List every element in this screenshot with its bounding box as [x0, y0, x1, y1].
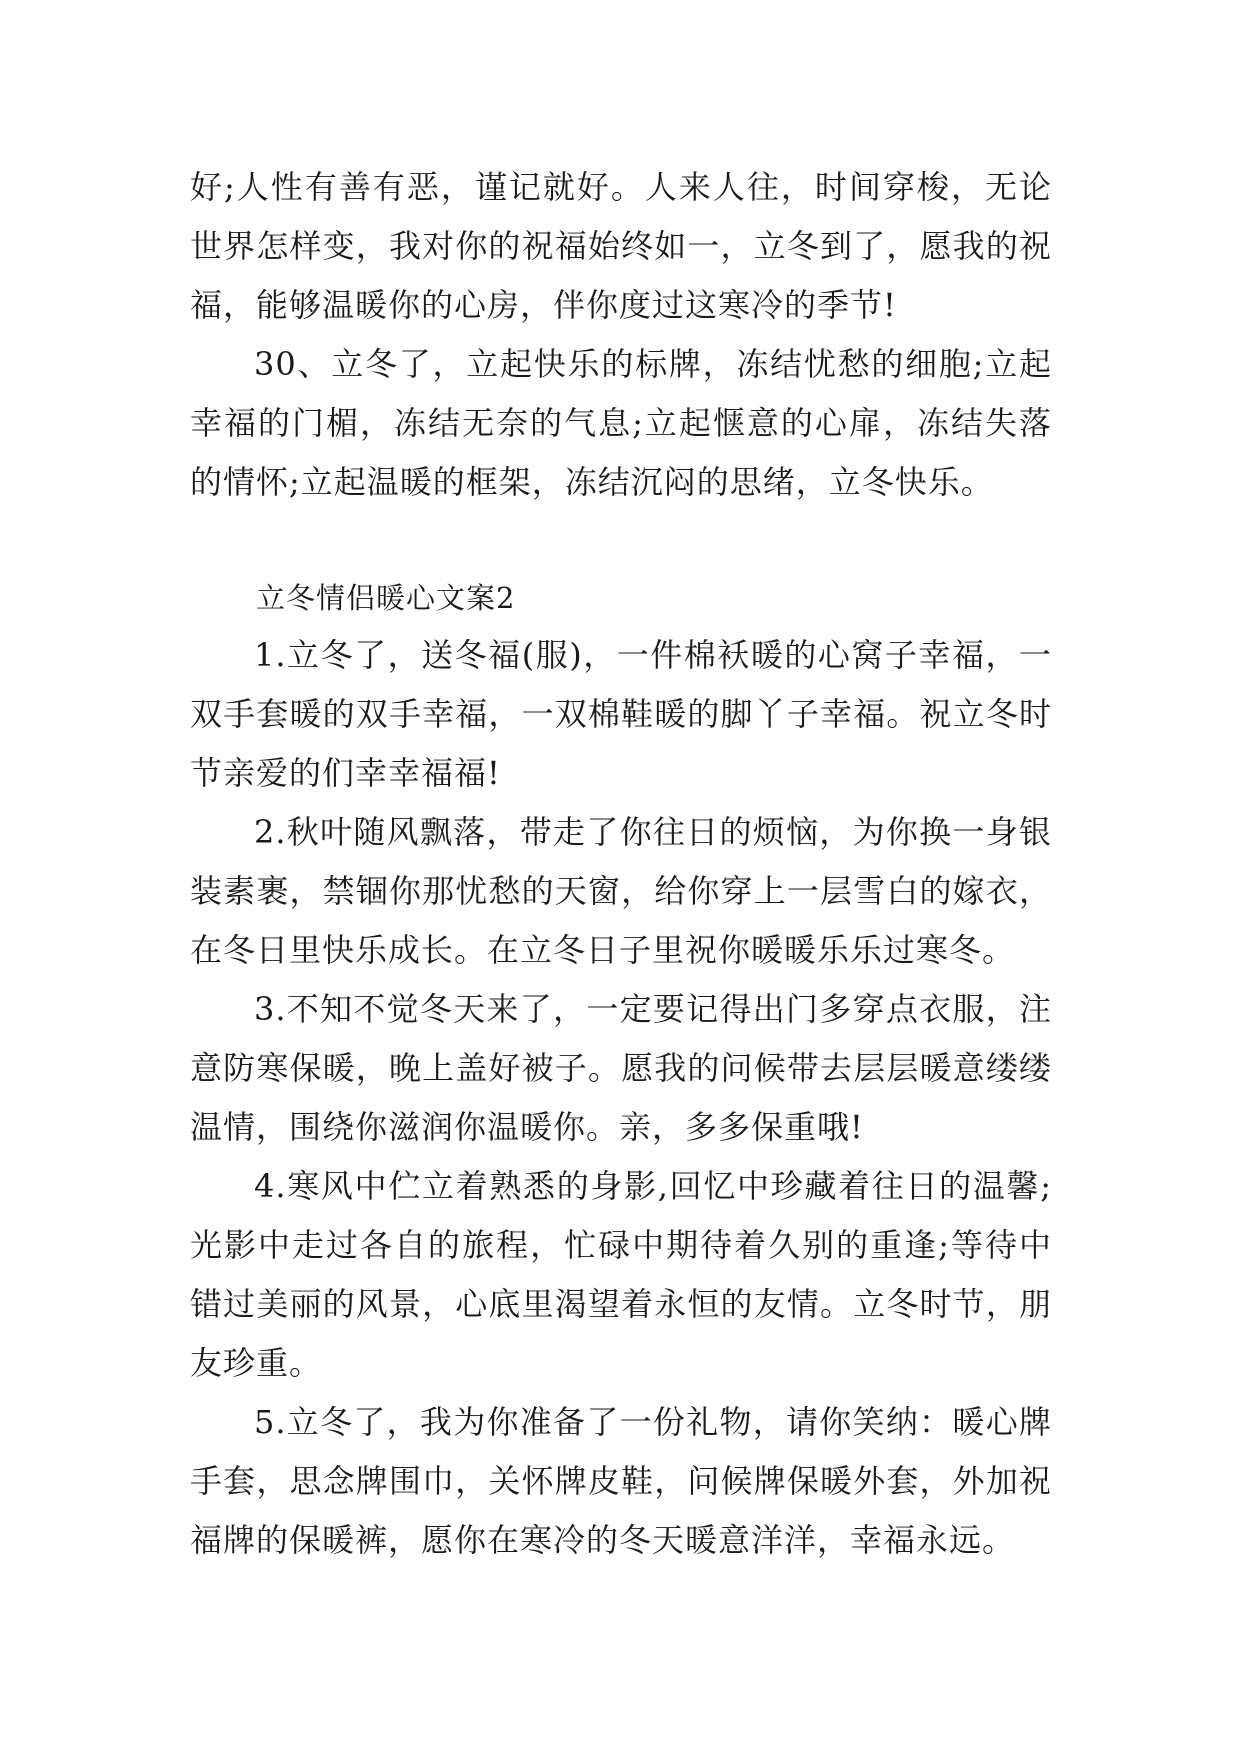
paragraph-item-2: 2.秋叶随风飘落，带走了你往日的烦恼，为你换一身银装素裹，禁锢你那忧愁的天窗，给你穿上一层雪白的嫁衣，在冬日里快乐成长。在立冬日子里祝你暖暖乐乐过寒冬。	[190, 813, 1052, 969]
paragraph-item-30: 30、立冬了，立起快乐的标牌，冻结忧愁的细胞;立起幸福的门楣，冻结无奈的气息;立起惬意的心扉，冻结失落的情怀;立起温暖的框架，冻结沉闷的思绪，立冬快乐。	[190, 345, 1052, 501]
paragraph-item-1: 1.立冬了，送冬福(服)，一件棉袄暖的心窝子幸福，一双手套暖的双手幸福，一双棉鞋暖的脚丫子幸福。祝立冬时节亲爱的们幸幸福福!	[190, 636, 1052, 792]
paragraph-item-3: 3.不知不觉冬天来了，一定要记得出门多穿点衣服，注意防寒保暖，晚上盖好被子。愿我的问候带去层层暖意缕缕温情，围绕你滋润你温暖你。亲，多多保重哦!	[190, 990, 1052, 1146]
section-heading: 立冬情侣暖心文案2	[256, 581, 516, 615]
paragraph-item-5: 5.立冬了，我为你准备了一份礼物，请你笑纳：暖心牌手套，思念牌围巾，关怀牌皮鞋，问候牌保暖外套，外加祝福牌的保暖裤，愿你在寒冷的冬天暖意洋洋，幸福永远。	[190, 1403, 1052, 1559]
document-page	[190, 158, 1052, 1570]
continued-paragraph: 好;人性有善有恶，谨记就好。人来人往，时间穿梭，无论世界怎样变，我对你的祝福始终如一，立冬到了，愿我的祝福，能够温暖你的心房，伴你度过这寒冷的季节!	[190, 168, 1052, 324]
paragraph-item-4: 4.寒风中伫立着熟悉的身影,回忆中珍藏着往日的温馨;光影中走过各自的旅程，忙碌中期待着久别的重逢;等待中错过美丽的风景，心底里渴望着永恒的友情。立冬时节，朋友珍重。	[190, 1167, 1052, 1382]
